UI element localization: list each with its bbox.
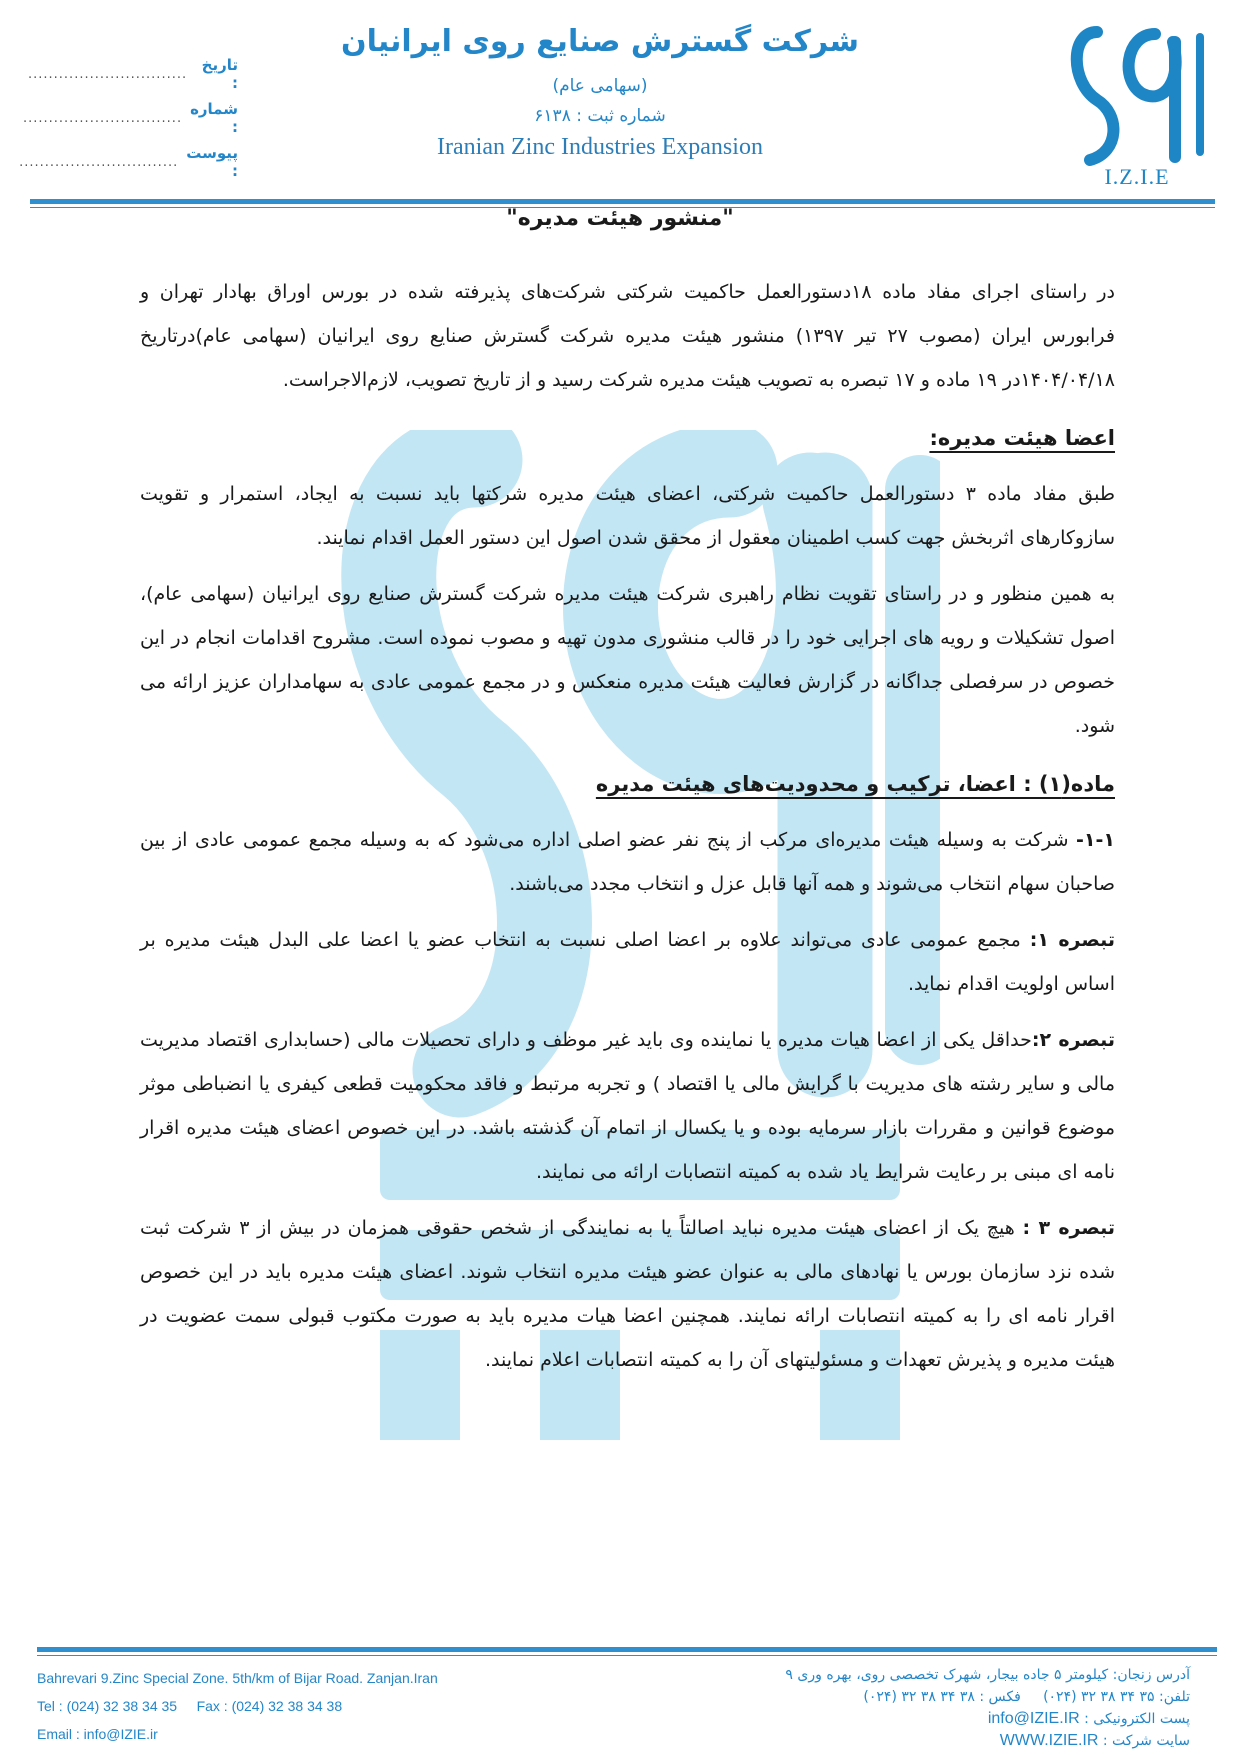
clause-1-1 (140, 818, 1115, 906)
attachment-label: پیوست : (186, 144, 238, 180)
attachment-row (19, 140, 238, 184)
number-row (22, 96, 238, 140)
date-label: تاریخ : (201, 56, 238, 92)
section-paragraph: به همین منظور و در راستای تقویت نظام راهبری شرکت هیئت مدیره شرکت گسترش صنایع روی ایرانیان (سهامی عام)، اصول تشکیلات و رویه های اجرایی خود را در قالب منشوری مدون تهیه و مصوب نموده است. مشروح اقدامات انجام در این خصوص در سرفصلی جداگانه در گزارش فعالیت هیئت مدیره منعکس و در مجمع عمومی عادی به سهامداران عزیز ارائه می شود. (140, 583, 1115, 737)
company-header (330, 22, 870, 161)
fax-fa: فکس : ۳۸ ۳۴ ۳۸ ۳۲ (۰۲۴) (863, 1689, 1021, 1705)
note-text: حداقل یکی از اعضا هیات مدیره یا نماینده وی باید غیر موظف و دارای تحصیلات مالی (حسابداری اقتصاد مدیریت مالی و سایر رشته های مدیریت با گرایش مالی یا اقتصاد ) و تجربه مرتبط و فاقد محکومیت قطعی کیفری یا انضباطی موثر موضوع قوانین و مقررات بازار سرمایه بوده و یا یکسال از اتمام آن گذشته باشد. در این خصوص اعضای هیئت مدیره اقرار نامه ای مبنی بر رعایت شرایط یاد شده به کمیته انتصابات ارائه می نمایند. (140, 1029, 1115, 1183)
number-blank: ............................... (22, 110, 183, 126)
email-link[interactable]: info@IZIE.IR (987, 1710, 1080, 1727)
email-en[interactable]: Email : info@IZIE.ir (37, 1726, 158, 1742)
footer-divider-thin (37, 1655, 1217, 1656)
footer-contact-en (37, 1664, 438, 1748)
address-fa: آدرس زنجان: کیلومتر ۵ جاده بیجار، شهرک تخصصی روی، بهره وری ۹ (785, 1667, 1190, 1683)
note-label: تبصره ۲: (1031, 1029, 1116, 1051)
clause-label: ۱-۱- (1076, 829, 1115, 851)
note-3 (140, 1206, 1115, 1382)
date-row (28, 52, 238, 96)
note-2 (140, 1018, 1115, 1194)
address-en: Bahrevari 9.Zinc Special Zone. 5th/km of Bijar Road. Zanjan.Iran (37, 1670, 438, 1686)
website-link[interactable]: WWW.IZIE.IR (999, 1732, 1099, 1749)
number-label: شماره : (190, 100, 238, 136)
email-fa-row (785, 1708, 1190, 1730)
fax-en: Fax : (024) 32 38 34 38 (196, 1698, 343, 1714)
letter-meta (19, 52, 238, 184)
note-text: هیچ یک از اعضای هیئت مدیره نباید اصالتاً یا به نمایندگی از شخص حقوقی همزمان در بیش از ۳ شرکت ثبت شده نزد سازمان بورس یا نهادهای مالی به عنوان عضو هیئت مدیره انتخاب شوند. اعضای هیئت مدیره باید در این خصوص اقرار نامه ای را به کمیته انتصابات ارائه نمایند. همچنین اعضا هیات مدیره باید به صورت مکتوب قبولی سمت عضویت در هیئت مدیره و پذیرش تعهدات و مسئولیتهای آن را به کمیته انتصابات اعلام نمایند. (140, 1217, 1115, 1371)
company-name-fa: شرکت گسترش صنایع روی ایرانیان (341, 24, 859, 59)
phone-fax-fa (785, 1686, 1190, 1708)
website-row (785, 1730, 1190, 1752)
registration-number: شماره ثبت : ۶۱۳۸ (534, 106, 666, 126)
tel-en: Tel : (024) 32 38 34 35 (37, 1698, 178, 1714)
attachment-blank: ............................... (19, 154, 179, 170)
clause-text: شرکت به وسیله هیئت مدیره‌ای مرکب از پنج نفر عضو اصلی اداره می‌شود که به وسیله مجمع عمومی عادی از بین صاحبان سهام انتخاب می‌شوند و همه آنها قابل عزل و انتخاب مجدد می‌باشند. (140, 829, 1115, 895)
note-text: مجمع عمومی عادی می‌تواند علاوه بر اعضا اصلی نسبت به انتخاب عضو یا اعضا علی البدل هیئت مدیره بر اساس اولویت اقدام نماید. (140, 929, 1115, 995)
company-type: (سهامی عام) (552, 76, 648, 96)
header-divider (30, 199, 1215, 204)
note-label: تبصره ۱: (1029, 929, 1115, 951)
company-name-en: Iranian Zinc Industries Expansion (437, 134, 763, 160)
email-label-fa: پست الکترونیکی : (1084, 1711, 1190, 1727)
website-label-fa: سایت شرکت : (1102, 1733, 1190, 1749)
document-body (140, 270, 1115, 1382)
footer-divider (37, 1647, 1217, 1652)
footer-contact-fa (785, 1664, 1190, 1752)
date-blank: ............................... (28, 66, 188, 82)
logo-abbreviation: I.Z.I.E (1104, 164, 1170, 189)
tel-fa: تلفن: ۳۵ ۳۴ ۳۸ ۳۲ (۰۲۴) (1043, 1689, 1190, 1705)
note-1 (140, 918, 1115, 1006)
phone-fax-en (37, 1692, 438, 1720)
section-paragraph: طبق مفاد ماده ۳ دستورالعمل حاکمیت شرکتی، اعضای هیئت مدیره شرکتها باید نسبت به ایجاد، استمرار و تقویت سازوکارهای اثربخش جهت کسب اطمینان معقول از محقق شدن اصول این دستور العمل اقدام نمایند. (140, 483, 1116, 549)
article-heading: ماده(۱) : اعضا، ترکیب و محدودیت‌های هیئت مدیره (595, 772, 1115, 796)
intro-paragraph: در راستای اجرای مفاد ماده ۱۸دستورالعمل حاکمیت شرکتی شرکت‌های پذیرفته شده در بورس اوراق بهادار تهران و فرابورس ایران (مصوب ۲۷ تیر ۱۳۹۷) منشور هیئت مدیره شرکت گسترش صنایع روی ایرانیان (سهامی عام)درتاریخ ۱۴۰۴/۰۴/۱۸در ۱۹ ماده و ۱۷ تبصره به تصویب هیئت مدیره شرکت رسید و از تاریخ تصویب، لازم‌الاجراست. (140, 281, 1115, 391)
section-heading: اعضا هیئت مدیره: (929, 426, 1115, 450)
note-label: تبصره ۳ : (1022, 1217, 1115, 1239)
document-title: "منشور هیئت مدیره" (506, 206, 734, 231)
